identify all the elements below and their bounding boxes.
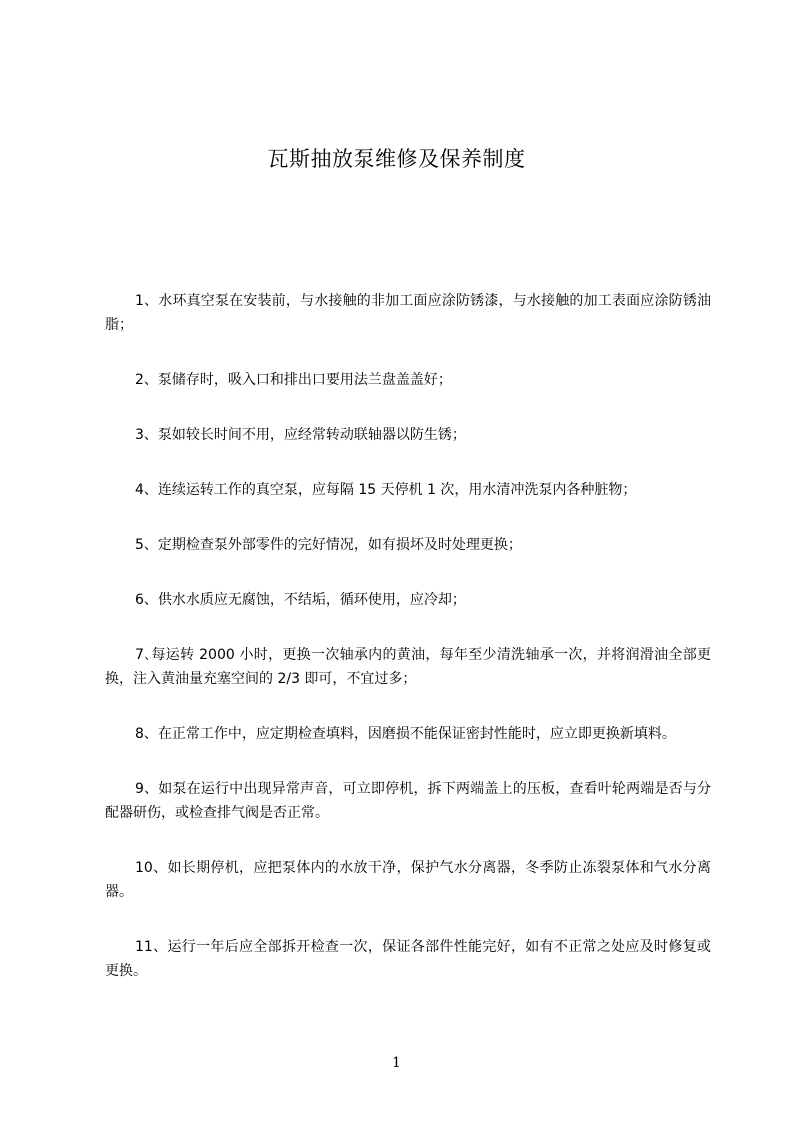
page-number: 1 xyxy=(392,1055,401,1071)
paragraph-1: 1、水环真空泵在安装前，与水接触的非加工面应涂防锈漆，与水接触的加工表面应涂防锈油脂； xyxy=(105,293,711,333)
document-title: 瓦斯抽放泵维修及保养制度 xyxy=(267,147,526,171)
paragraph-7: 7､每运转 2000 小时，更换一次轴承内的黄油，每年至少清洗轴承一次，并将润滑油全部更换，注入黄油量充塞空间的 2/3 即可，不宜过多； xyxy=(105,647,711,687)
document-body xyxy=(105,289,711,1014)
paragraph-3: 3、泵如较长时间不用，应经常转动联轴器以防生锈； xyxy=(135,427,466,443)
paragraph-4: 4、连续运转工作的真空泵，应每隔 15 天停机 1 次，用水清冲洗泵内各种脏物； xyxy=(135,482,637,498)
paragraph-5: 5、定期检查泵外部零件的完好情况，如有损坏及时处理更换； xyxy=(135,537,522,553)
paragraph-11: 11、运行一年后应全部拆开检查一次，保证各部件性能完好，如有不正常之处应及时修复或更换。 xyxy=(105,939,711,979)
paragraph-8: 8、在正常工作中，应定期检查填料，因磨损不能保证密封性能时，应立即更换新填料。 xyxy=(135,726,676,742)
paragraph-6: 6、供水水质应无腐蚀，不结垢，循环使用，应冷却； xyxy=(135,592,466,608)
paragraph-10: 10、如长期停机，应把泵体内的水放干净，保护气水分离器，冬季防止冻裂泵体和气水分离器。 xyxy=(105,860,711,900)
paragraph-9: 9、如泵在运行中出现异常声音，可立即停机，拆下两端盖上的压板，查看叶轮两端是否与分配器研伤，或检查排气阀是否正常。 xyxy=(105,781,711,821)
paragraph-2: 2、泵储存时，吸入口和排出口要用法兰盘盖盖好； xyxy=(135,372,452,388)
